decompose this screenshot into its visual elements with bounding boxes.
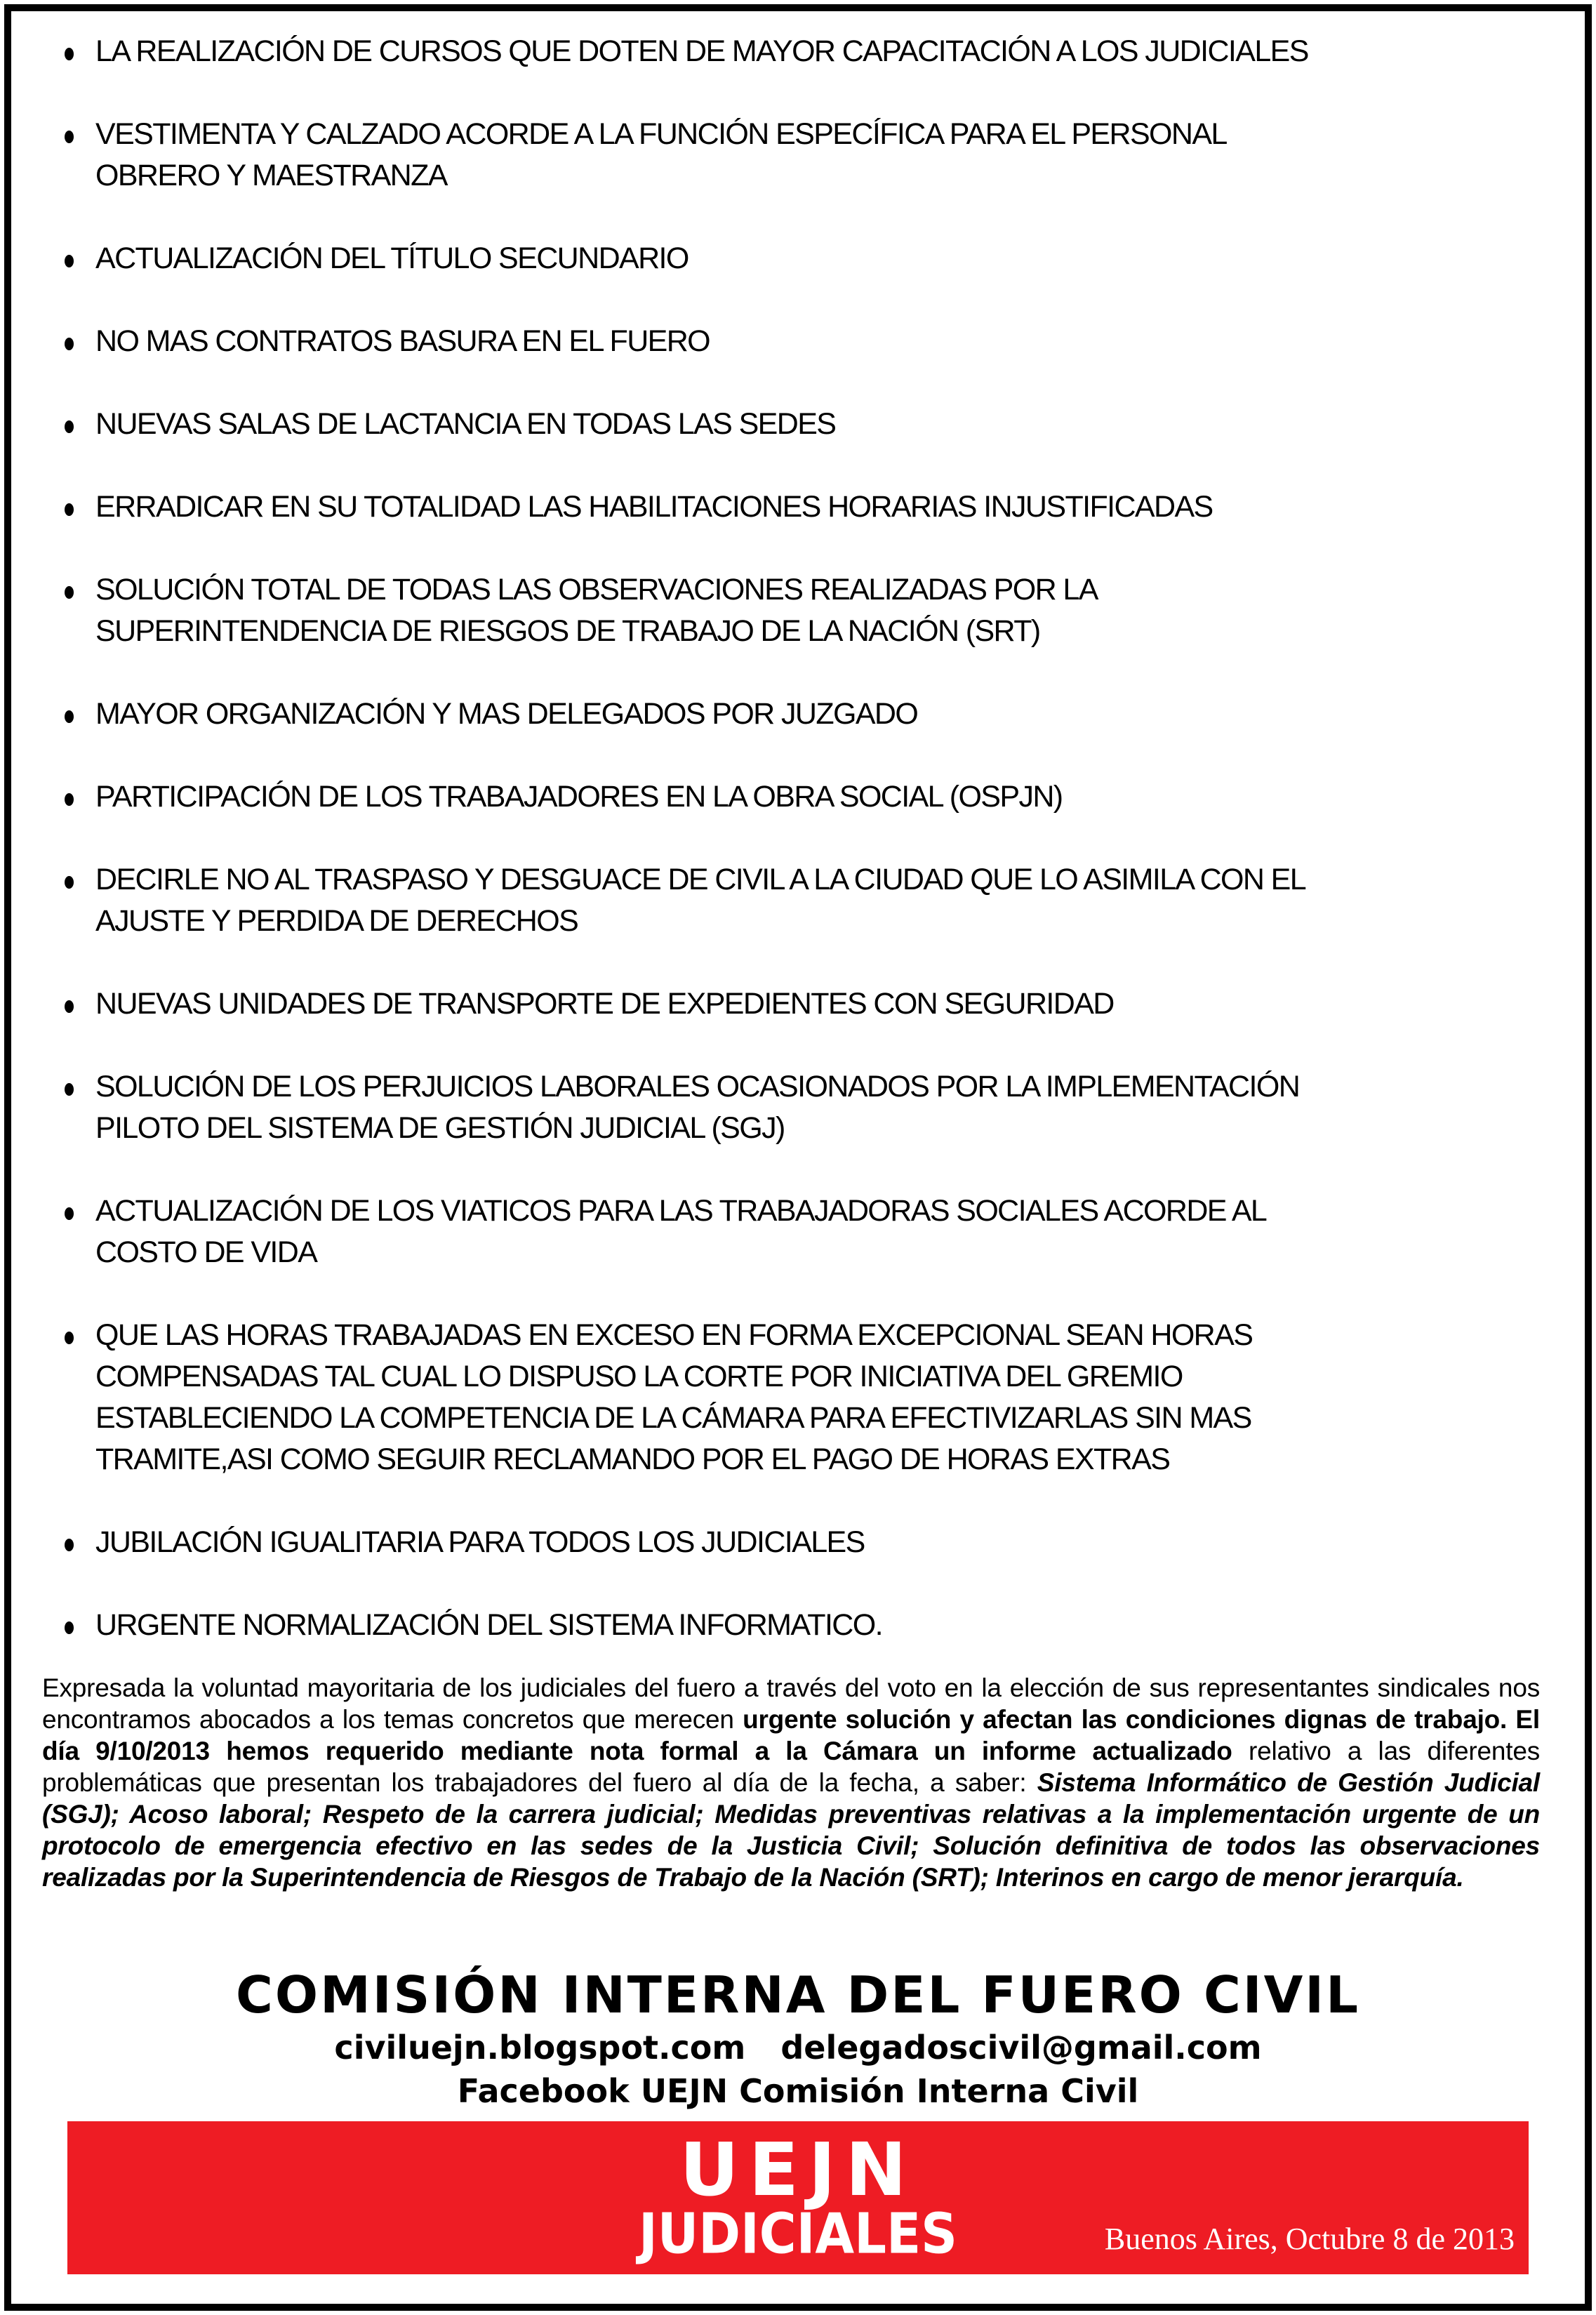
bullet-icon — [65, 1207, 74, 1220]
statement-text-1: Expresada la voluntad mayoritaria de los judiciales del fuero a través del voto en la elección de sus representantes sindicales nos encontramos abocados a los temas concretos que merecen — [42, 1673, 1540, 1734]
demand-text: NUEVAS UNIDADES DE TRANSPORTE DE EXPEDIENTES CON SEGURIDAD — [95, 987, 1114, 1021]
demand-text: MAYOR ORGANIZACIÓN Y MAS DELEGADOS POR JUZGADO — [95, 697, 918, 731]
bullet-icon — [65, 793, 74, 806]
bullet-icon — [65, 710, 74, 723]
statement-paragraph — [42, 1672, 1540, 1893]
demand-text: ERRADICAR EN SU TOTALIDAD LAS HABILITACIONES HORARIAS INJUSTIFICADAS — [95, 490, 1213, 524]
demand-text: JUBILACIÓN IGUALITARIA PARA TODOS LOS JUDICIALES — [95, 1525, 865, 1559]
demand-item — [65, 983, 1524, 1025]
facebook-line: Facebook UEJN Comisión Interna Civil — [457, 2072, 1139, 2110]
bullet-icon — [65, 131, 74, 143]
demand-text: ACTUALIZACIÓN DEL TÍTULO SECUNDARIO — [95, 241, 689, 275]
bullet-icon — [65, 1083, 74, 1096]
bullet-icon — [65, 338, 74, 350]
demand-item — [65, 569, 1524, 652]
bullet-icon — [65, 1332, 74, 1344]
demand-text: QUE LAS HORAS TRABAJADAS EN EXCESO EN FORMA EXCEPCIONAL SEAN HORAS COMPENSADAS TAL CUAL LO DISPUSO LA CORTE POR INICIATIVA DEL GREMIO ESTABLECIENDO LA COMPETENCIA DE LA CÁMARA PARA EFECTIVIZARLAS SIN MAS TRAMITE,ASI COMO SEGUIR RECLAMANDO POR EL PAGO DE HORAS EXTRAS — [95, 1318, 1253, 1476]
bullet-icon — [65, 420, 74, 433]
demand-text: URGENTE NORMALIZACIÓN DEL SISTEMA INFORMATICO. — [95, 1608, 882, 1642]
demand-text: LA REALIZACIÓN DE CURSOS QUE DOTEN DE MAYOR CAPACITACIÓN A LOS JUDICIALES — [95, 34, 1308, 68]
demand-item — [65, 404, 1524, 445]
demand-text: DECIRLE NO AL TRASPASO Y DESGUACE DE CIVIL A LA CIUDAD QUE LO ASIMILA CON EL AJUSTE Y PERDIDA DE DERECHOS — [95, 863, 1306, 938]
demand-item — [65, 1315, 1524, 1480]
demand-item — [65, 1605, 1524, 1646]
email-link[interactable]: delegadoscivil@gmail.com — [780, 2029, 1262, 2067]
demand-item — [65, 238, 1524, 279]
bullet-icon — [65, 1621, 74, 1634]
statement-text-2: relativo a las diferentes problemáticas que presentan los trabajadores del fuero al día de la fecha, a saber: — [42, 1737, 1540, 1797]
demand-item — [65, 31, 1524, 72]
statement-bold-1: urgente solución y afectan las condiciones dignas de trabajo. El día 9/10/2013 hemos requerido mediante nota formal a la Cámara un informe actualizado — [42, 1705, 1540, 1765]
demand-item — [65, 1522, 1524, 1563]
bullet-icon — [65, 48, 74, 60]
demand-item — [65, 859, 1524, 942]
demand-text: NO MAS CONTRATOS BASURA EN EL FUERO — [95, 324, 710, 358]
bullet-icon — [65, 586, 74, 599]
uejn-logo: UEJN — [679, 2127, 917, 2213]
bullet-icon — [65, 876, 74, 889]
date-text: Buenos Aires, Octubre 8 de 2013 — [1104, 2222, 1515, 2256]
uejn-banner — [67, 2121, 1529, 2274]
bullet-icon — [65, 255, 74, 267]
bullet-icon — [65, 503, 74, 516]
bullet-icon — [65, 1000, 74, 1013]
statement-topics: Sistema Informático de Gestión Judicial (SGJ); Acoso laboral; Respeto de la carrera judicial; Medidas preventivas relativas a la implementación urgente de un protocolo de emergencia efectivo en las sedes de la Justicia Civil; Solución definitiva de todos las observaciones realizadas por la Superintendencia de Riesgos de Trabajo de la Nación (SRT); Interinos en cargo de menor jerarquía. — [42, 1768, 1540, 1892]
contact-line — [0, 2029, 1596, 2067]
bullet-icon — [65, 1539, 74, 1551]
demand-item — [65, 486, 1524, 528]
demands-list — [65, 31, 1524, 1687]
committee-title: COMISIÓN INTERNA DEL FUERO CIVIL — [236, 1965, 1360, 2024]
demand-text: ACTUALIZACIÓN DE LOS VIATICOS PARA LAS TRABAJADORAS SOCIALES ACORDE AL COSTO DE VIDA — [95, 1194, 1267, 1269]
blog-link[interactable]: civiluejn.blogspot.com — [334, 2029, 746, 2067]
demand-item — [65, 114, 1524, 197]
judiciales-logo: JUDICIALES — [638, 2201, 958, 2267]
demand-item — [65, 776, 1524, 818]
demand-item — [65, 694, 1524, 735]
demand-item — [65, 1066, 1524, 1149]
demand-text: PARTICIPACIÓN DE LOS TRABAJADORES EN LA OBRA SOCIAL (OSPJN) — [95, 780, 1063, 814]
demand-text: NUEVAS SALAS DE LACTANCIA EN TODAS LAS SEDES — [95, 407, 836, 441]
demand-item — [65, 321, 1524, 362]
demand-text: SOLUCIÓN DE LOS PERJUICIOS LABORALES OCASIONADOS POR LA IMPLEMENTACIÓN PILOTO DEL SISTEMA DE GESTIÓN JUDICIAL (SGJ) — [95, 1070, 1300, 1145]
demand-text: SOLUCIÓN TOTAL DE TODAS LAS OBSERVACIONES REALIZADAS POR LA SUPERINTENDENCIA DE RIESGOS DE TRABAJO DE LA NACIÓN (SRT) — [95, 573, 1098, 648]
demand-text: VESTIMENTA Y CALZADO ACORDE A LA FUNCIÓN ESPECÍFICA PARA EL PERSONAL OBRERO Y MAESTRANZA — [95, 117, 1227, 192]
demand-item — [65, 1190, 1524, 1273]
